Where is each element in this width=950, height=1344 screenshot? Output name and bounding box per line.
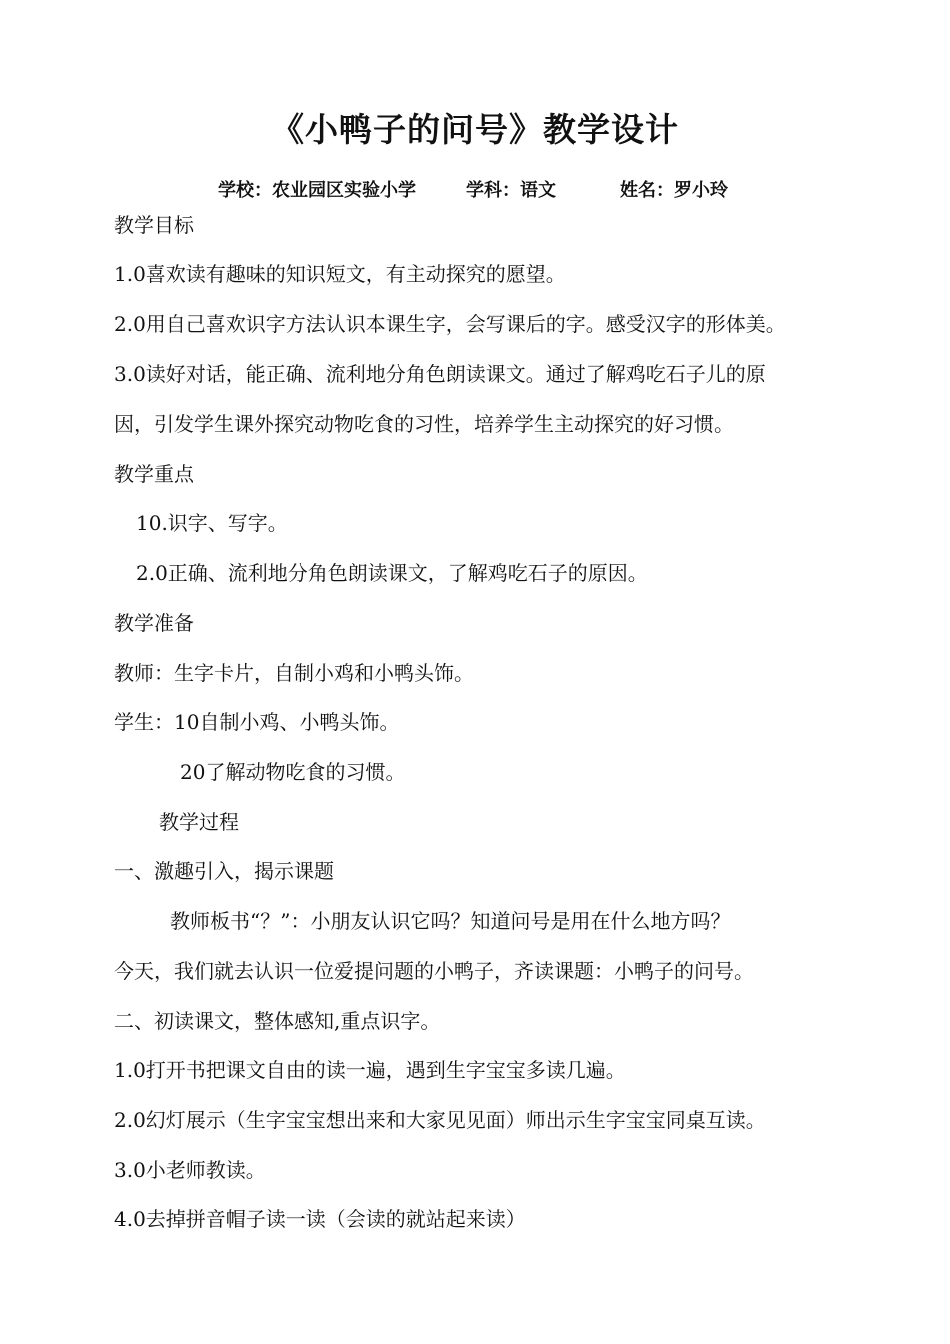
- paragraph-line: 教师：生字卡片，自制小鸡和小鸭头饰。: [114, 661, 474, 685]
- paragraph-line: 3.0读好对话，能正确、流利地分角色朗读课文。通过了解鸡吃石子儿的原: [114, 362, 766, 386]
- meta-school: 学校：农业园区实验小学: [218, 180, 416, 201]
- paragraph-line: 1.0打开书把课文自由的读一遍，遇到生字宝宝多读几遍。: [114, 1058, 626, 1082]
- paragraph-line: 3.0小老师教读。: [114, 1158, 266, 1182]
- paragraph-line: 10.识字、写字。: [136, 511, 288, 535]
- meta-name: 姓名：罗小玲: [620, 180, 728, 201]
- heading-process: 教学过程: [159, 810, 239, 834]
- paragraph-line: 教师板书“？”：小朋友认识它吗？知道问号是用在什么地方吗？: [170, 909, 731, 933]
- document-title: 《小鸭子的问号》教学设计: [271, 110, 679, 149]
- section-heading: 一、激趣引入，揭示课题: [114, 859, 334, 883]
- paragraph-line: 今天，我们就去认识一位爱提问题的小鸭子，齐读课题：小鸭子的问号。: [114, 959, 754, 983]
- section-heading: 二、初读课文，整体感知,重点识字。: [114, 1009, 441, 1033]
- paragraph-line: 2.0正确、流利地分角色朗读课文，了解鸡吃石子的原因。: [136, 561, 648, 585]
- heading-preparation: 教学准备: [114, 611, 194, 635]
- paragraph-line: 2.0幻灯展示（生字宝宝想出来和大家见见面）师出示生字宝宝同桌互读。: [114, 1108, 766, 1132]
- paragraph-line: 学生：10自制小鸡、小鸭头饰。: [114, 710, 400, 734]
- paragraph-line: 4.0去掉拼音帽子读一读（会读的就站起来读）: [114, 1207, 526, 1231]
- paragraph-line: 2.0用自己喜欢识字方法认识本课生字，会写课后的字。感受汉字的形体美。: [114, 312, 786, 336]
- paragraph-line: 1.0喜欢读有趣味的知识短文，有主动探究的愿望。: [114, 262, 566, 286]
- heading-objectives: 教学目标: [114, 213, 194, 237]
- paragraph-line: 20了解动物吃食的习惯。: [180, 760, 406, 784]
- meta-subject: 学科：语文: [466, 180, 556, 201]
- paragraph-line: 因，引发学生课外探究动物吃食的习性，培养学生主动探究的好习惯。: [114, 412, 734, 436]
- heading-key-points: 教学重点: [114, 462, 194, 486]
